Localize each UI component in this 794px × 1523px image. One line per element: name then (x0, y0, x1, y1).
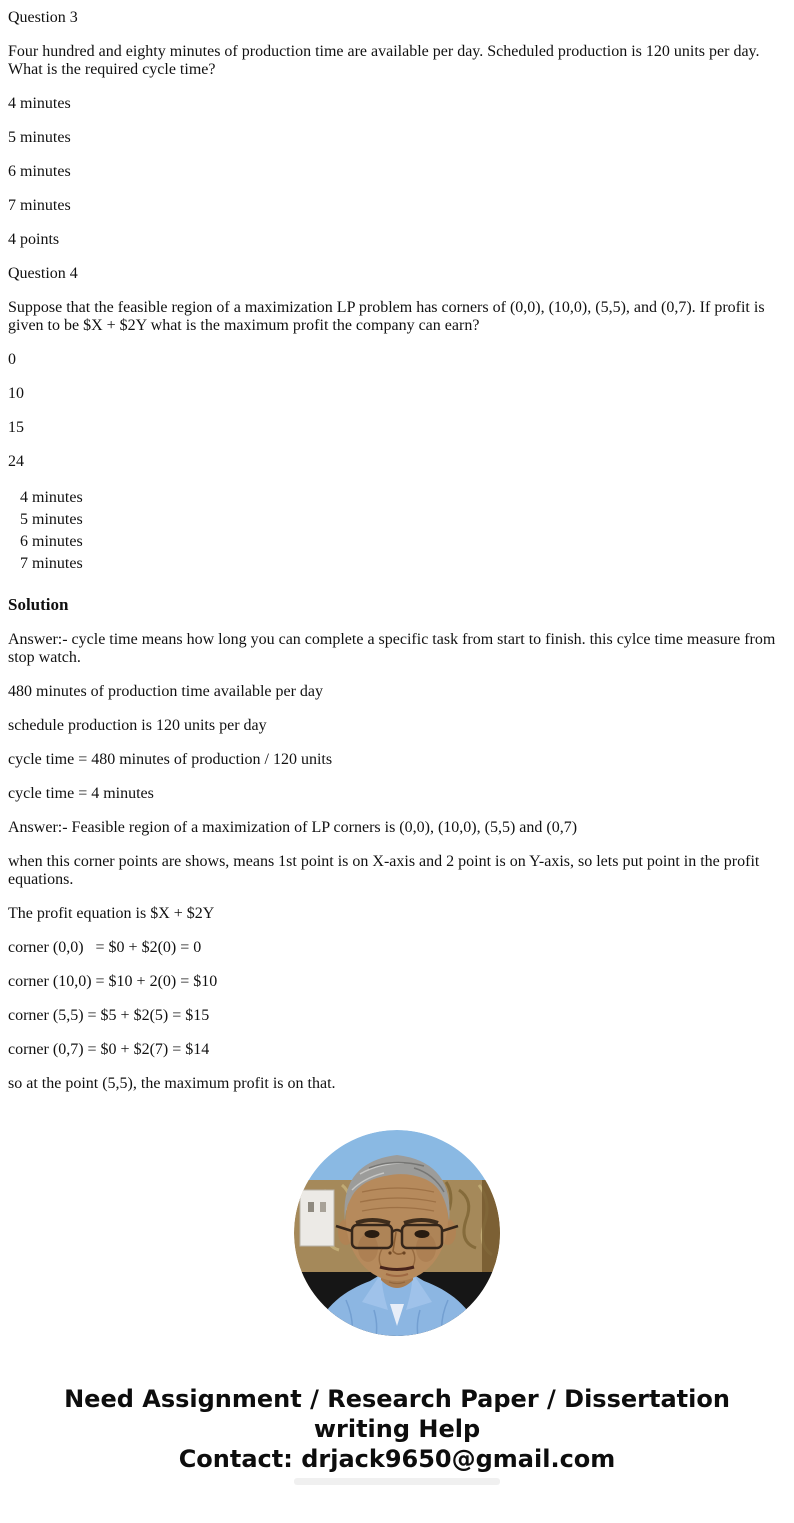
answer-option-2: 5 minutes (20, 511, 83, 528)
footer-contact-text: Contact: drjack9650@gmail.com (178, 1445, 616, 1473)
question-4-body: Suppose that the feasible region of a maximization LP problem has corners of (0,0), (10,0), (5,5), and (0,7). If profit is given to be $X + $2Y what is the maximum profit the company can earn? (8, 299, 765, 334)
solution-paragraph-corner-4: corner (0,7) = $0 + $2(7) = $14 (8, 1041, 210, 1058)
question-3-body: Four hundred and eighty minutes of production time are available per day. Scheduled production is 120 units per day. What is the required cycle time? (8, 43, 760, 78)
solution-paragraph: Answer:- Feasible region of a maximization of LP corners is (0,0), (10,0), (5,5) and (0,7) (8, 819, 578, 836)
question-3-option-2: 5 minutes (8, 129, 71, 146)
solution-paragraph-conclusion: so at the point (5,5), the maximum profit is on that. (8, 1075, 336, 1092)
solution-paragraph: schedule production is 120 units per day (8, 717, 267, 734)
question-4-title: Question 4 (8, 265, 78, 282)
question-4-option-1: 0 (8, 351, 16, 368)
wall-plate (300, 1190, 334, 1246)
footer-banner (47, 1384, 747, 1474)
solution-paragraph-corner-1: corner (0,0) = $0 + $2(0) = 0 (8, 939, 202, 956)
solution-paragraph-corner-2: corner (10,0) = $10 + 2(0) = $10 (8, 973, 218, 990)
watermark-bar (294, 1478, 500, 1485)
question-4-option-4: 24 (8, 453, 24, 470)
solution-paragraph: 480 minutes of production time available per day (8, 683, 324, 700)
solution-paragraph: The profit equation is $X + $2Y (8, 905, 215, 922)
tutor-photo-container (8, 1130, 786, 1336)
answer-option-3: 6 minutes (20, 533, 83, 550)
solution-paragraph: when this corner points are shows, means 1st point is on X-axis and 2 point is on Y-axis, so lets put point in the profit equations. (8, 853, 764, 888)
solution-paragraph: Answer:- cycle time means how long you can complete a specific task from start to finish. this cylce time measure from stop watch. (8, 631, 780, 666)
question-3-section (8, 9, 786, 249)
question-3-option-1: 4 minutes (8, 95, 71, 112)
solution-section (8, 595, 786, 1093)
solution-paragraph-corner-3: corner (5,5) = $5 + $2(5) = $15 (8, 1007, 210, 1024)
solution-heading: Solution (8, 595, 69, 614)
question-4-option-2: 10 (8, 385, 24, 402)
tutor-photo (294, 1130, 500, 1336)
question-3-title: Question 3 (8, 9, 78, 26)
background-strip (482, 1180, 500, 1280)
answer-option-1: 4 minutes (20, 489, 83, 506)
answer-option-list (8, 487, 786, 575)
solution-paragraph: cycle time = 4 minutes (8, 785, 154, 802)
question-3-option-3: 6 minutes (8, 163, 71, 180)
answer-option-4: 7 minutes (20, 555, 83, 572)
solution-paragraph: cycle time = 480 minutes of production / 120 units (8, 751, 333, 768)
question-4-option-3: 15 (8, 419, 24, 436)
question-3-option-4: 7 minutes (8, 197, 71, 214)
question-3-points: 4 points (8, 231, 60, 248)
footer-help-text: Need Assignment / Research Paper / Dissertation writing Help (64, 1385, 730, 1443)
question-4-section (8, 265, 786, 471)
